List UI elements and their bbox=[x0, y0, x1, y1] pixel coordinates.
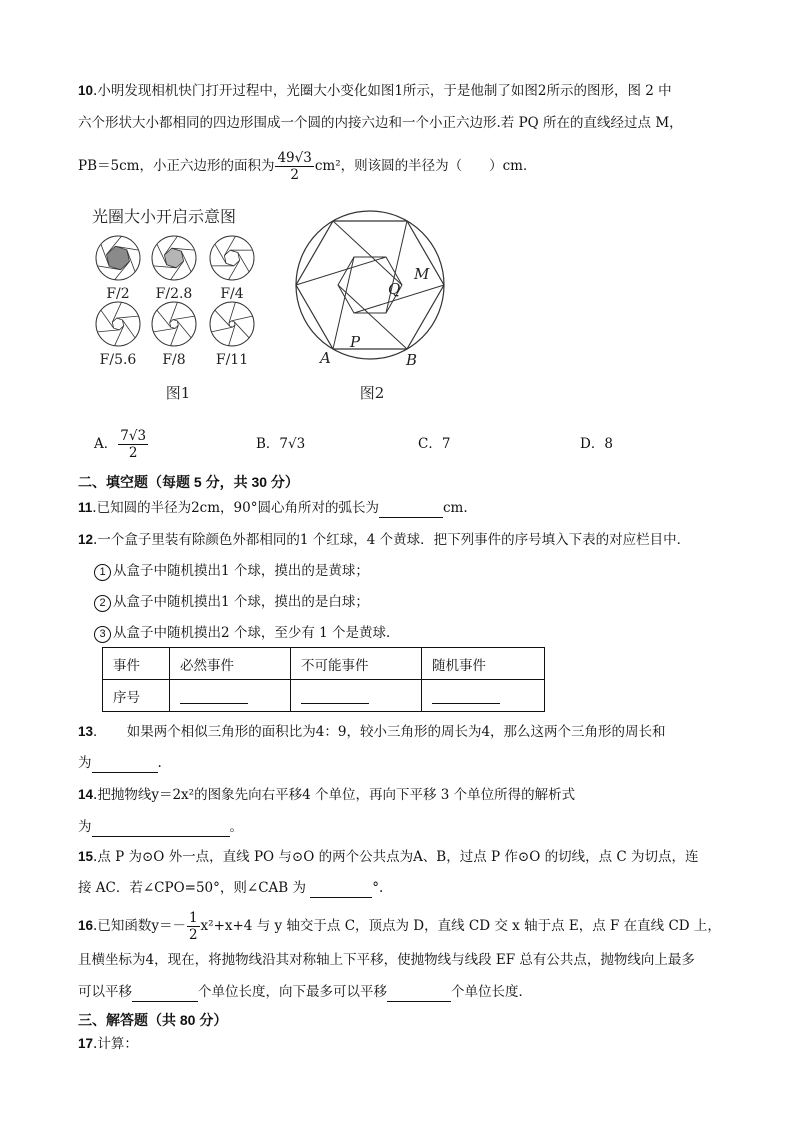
fig2-segment bbox=[386, 221, 407, 313]
q10-line1: 10.小明发现相机快门打开过程中，光圈大小变化如图1所示，于是他制了如图2所示的图形，图 2 中 bbox=[78, 83, 672, 99]
table-header-cell: 事件 bbox=[103, 648, 170, 680]
option-a[interactable]: A． $\frac{7√3}{2}$ bbox=[94, 428, 147, 461]
fig2-label-B: B bbox=[406, 351, 418, 369]
fig2-outer-hexagon bbox=[296, 221, 444, 349]
fig2-label-Q: Q bbox=[388, 280, 401, 298]
q12: 12.一个盒子里装有除颜色外都相同的1 个红球，4 个黄球．把下列事件的序号填入下表的对应栏目中． bbox=[78, 532, 691, 548]
figure-1-title: 光圈大小开启示意图 bbox=[92, 207, 237, 226]
fig2-label-A: A bbox=[320, 349, 331, 367]
q12-item-2: 2 从盒子中随机摸出1 个球，摸出的是白球； bbox=[94, 592, 369, 612]
q15-answer-blank[interactable] bbox=[310, 881, 372, 898]
aperture-label: F/8 bbox=[162, 352, 186, 368]
q14-answer-blank[interactable] bbox=[92, 820, 230, 837]
q10-number: 10 bbox=[78, 83, 94, 98]
aperture-icon bbox=[96, 302, 140, 368]
q16-line2: 且横坐标为4，现在，将抛物线沿其对称轴上下平移，使抛物线与线段 EF 总有公共点，抛物线向上最多 bbox=[78, 952, 695, 968]
fig2-label-M: M bbox=[414, 265, 430, 283]
q12-item-3: 3 从盒子中随机摸出2 个球，至少有 1 个是黄球． bbox=[94, 623, 400, 643]
q16-answer-blank-down[interactable] bbox=[387, 985, 451, 1002]
table-row bbox=[103, 680, 545, 712]
table-header-row bbox=[103, 648, 545, 680]
q13-line2: 为 . bbox=[78, 755, 162, 771]
answer-cell-random[interactable] bbox=[422, 680, 545, 712]
answer-cell-impossible[interactable] bbox=[291, 680, 422, 712]
option-d[interactable]: D．8 bbox=[580, 436, 613, 452]
table-header-cell: 随机事件 bbox=[422, 648, 545, 680]
q10-line3: PB＝5cm，小正六边形的面积为 $\frac{49√3}{2}$ cm²，则该圆的半径为（ ）cm． bbox=[78, 150, 537, 183]
fig2-circle bbox=[296, 211, 444, 359]
q10-area-fraction: $\frac{49√3}{2}$ bbox=[277, 150, 312, 183]
q16-answer-blank-up[interactable] bbox=[132, 985, 198, 1002]
q11-answer-blank[interactable] bbox=[379, 501, 443, 518]
aperture-icon bbox=[152, 236, 196, 302]
aperture-label: F/5.6 bbox=[99, 352, 137, 368]
aperture-icon bbox=[152, 302, 196, 368]
aperture-label: F/2.8 bbox=[155, 286, 193, 302]
q12-item-1: 1 从盒子中随机摸出1 个球，摸出的是黄球； bbox=[94, 561, 369, 581]
figure-1-caption: 图1 bbox=[165, 384, 191, 402]
q11: 11.已知圆的半径为2cm，90°圆心角所对的弧长为 cm. bbox=[78, 500, 468, 516]
q13-line1: 13． 如果两个相似三角形的面积比为4：9，较小三角形的周长为4，那么这两个三角形的周长和 bbox=[78, 724, 666, 740]
q16-line3: 可以平移 个单位长度，向下最多可以平移 个单位长度． bbox=[78, 984, 532, 1000]
aperture-label: F/4 bbox=[220, 286, 244, 302]
q14-line2: 为 。 bbox=[78, 819, 243, 835]
aperture-icon bbox=[210, 236, 254, 302]
aperture-label: F/11 bbox=[215, 352, 249, 368]
q16-line1: 16.已知函数y＝－ $\frac{1}{2}$ x²+x+4 与 y 轴交于点 C，顶点为 D，直线 CD 交 x 轴于点 E，点 F 在直线 CD 上， bbox=[78, 910, 721, 943]
q15-line1: 15.点 P 为⊙O 外一点，直线 PO 与⊙O 的两个公共点为A、B，过点 P 作⊙O 的切线，点 C 为切点，连 bbox=[78, 849, 699, 865]
q10-line2: 六个形状大小都相同的四边形围成一个圆的内接六边和一个小正六边形.若 PQ 所在的直线经过点 M， bbox=[78, 115, 683, 131]
section-3-heading: 三、解答题（共 80 分） bbox=[78, 1012, 228, 1028]
answer-cell-certain[interactable] bbox=[170, 680, 291, 712]
q16-fraction: $\frac{1}{2}$ bbox=[188, 910, 198, 943]
fig2-label-P: P bbox=[350, 333, 361, 351]
figure-2 bbox=[290, 205, 450, 405]
q13-answer-blank[interactable] bbox=[92, 756, 158, 773]
table-header-cell: 必然事件 bbox=[170, 648, 291, 680]
q14-line1: 14.把抛物线y＝2x²的图象先向右平移4 个单位，再向下平移 3 个单位所得的解析式 bbox=[78, 787, 576, 803]
event-table bbox=[102, 647, 545, 712]
option-c[interactable]: C．7 bbox=[418, 436, 451, 452]
section-2-heading: 二、填空题（每题 5 分，共 30 分） bbox=[78, 474, 299, 490]
aperture-icon bbox=[210, 302, 254, 368]
option-b[interactable]: B．7√3 bbox=[256, 436, 306, 452]
figure-2-caption: 图2 bbox=[359, 384, 385, 402]
table-row-label: 序号 bbox=[103, 680, 170, 712]
figure-1 bbox=[86, 200, 266, 405]
table-header-cell: 不可能事件 bbox=[291, 648, 422, 680]
aperture-label: F/2 bbox=[106, 286, 130, 302]
q17: 17.计算： bbox=[78, 1036, 138, 1052]
q15-line2: 接 AC．若∠CPO=50°，则∠CAB 为 °. bbox=[78, 880, 384, 896]
aperture-icon bbox=[96, 236, 140, 302]
